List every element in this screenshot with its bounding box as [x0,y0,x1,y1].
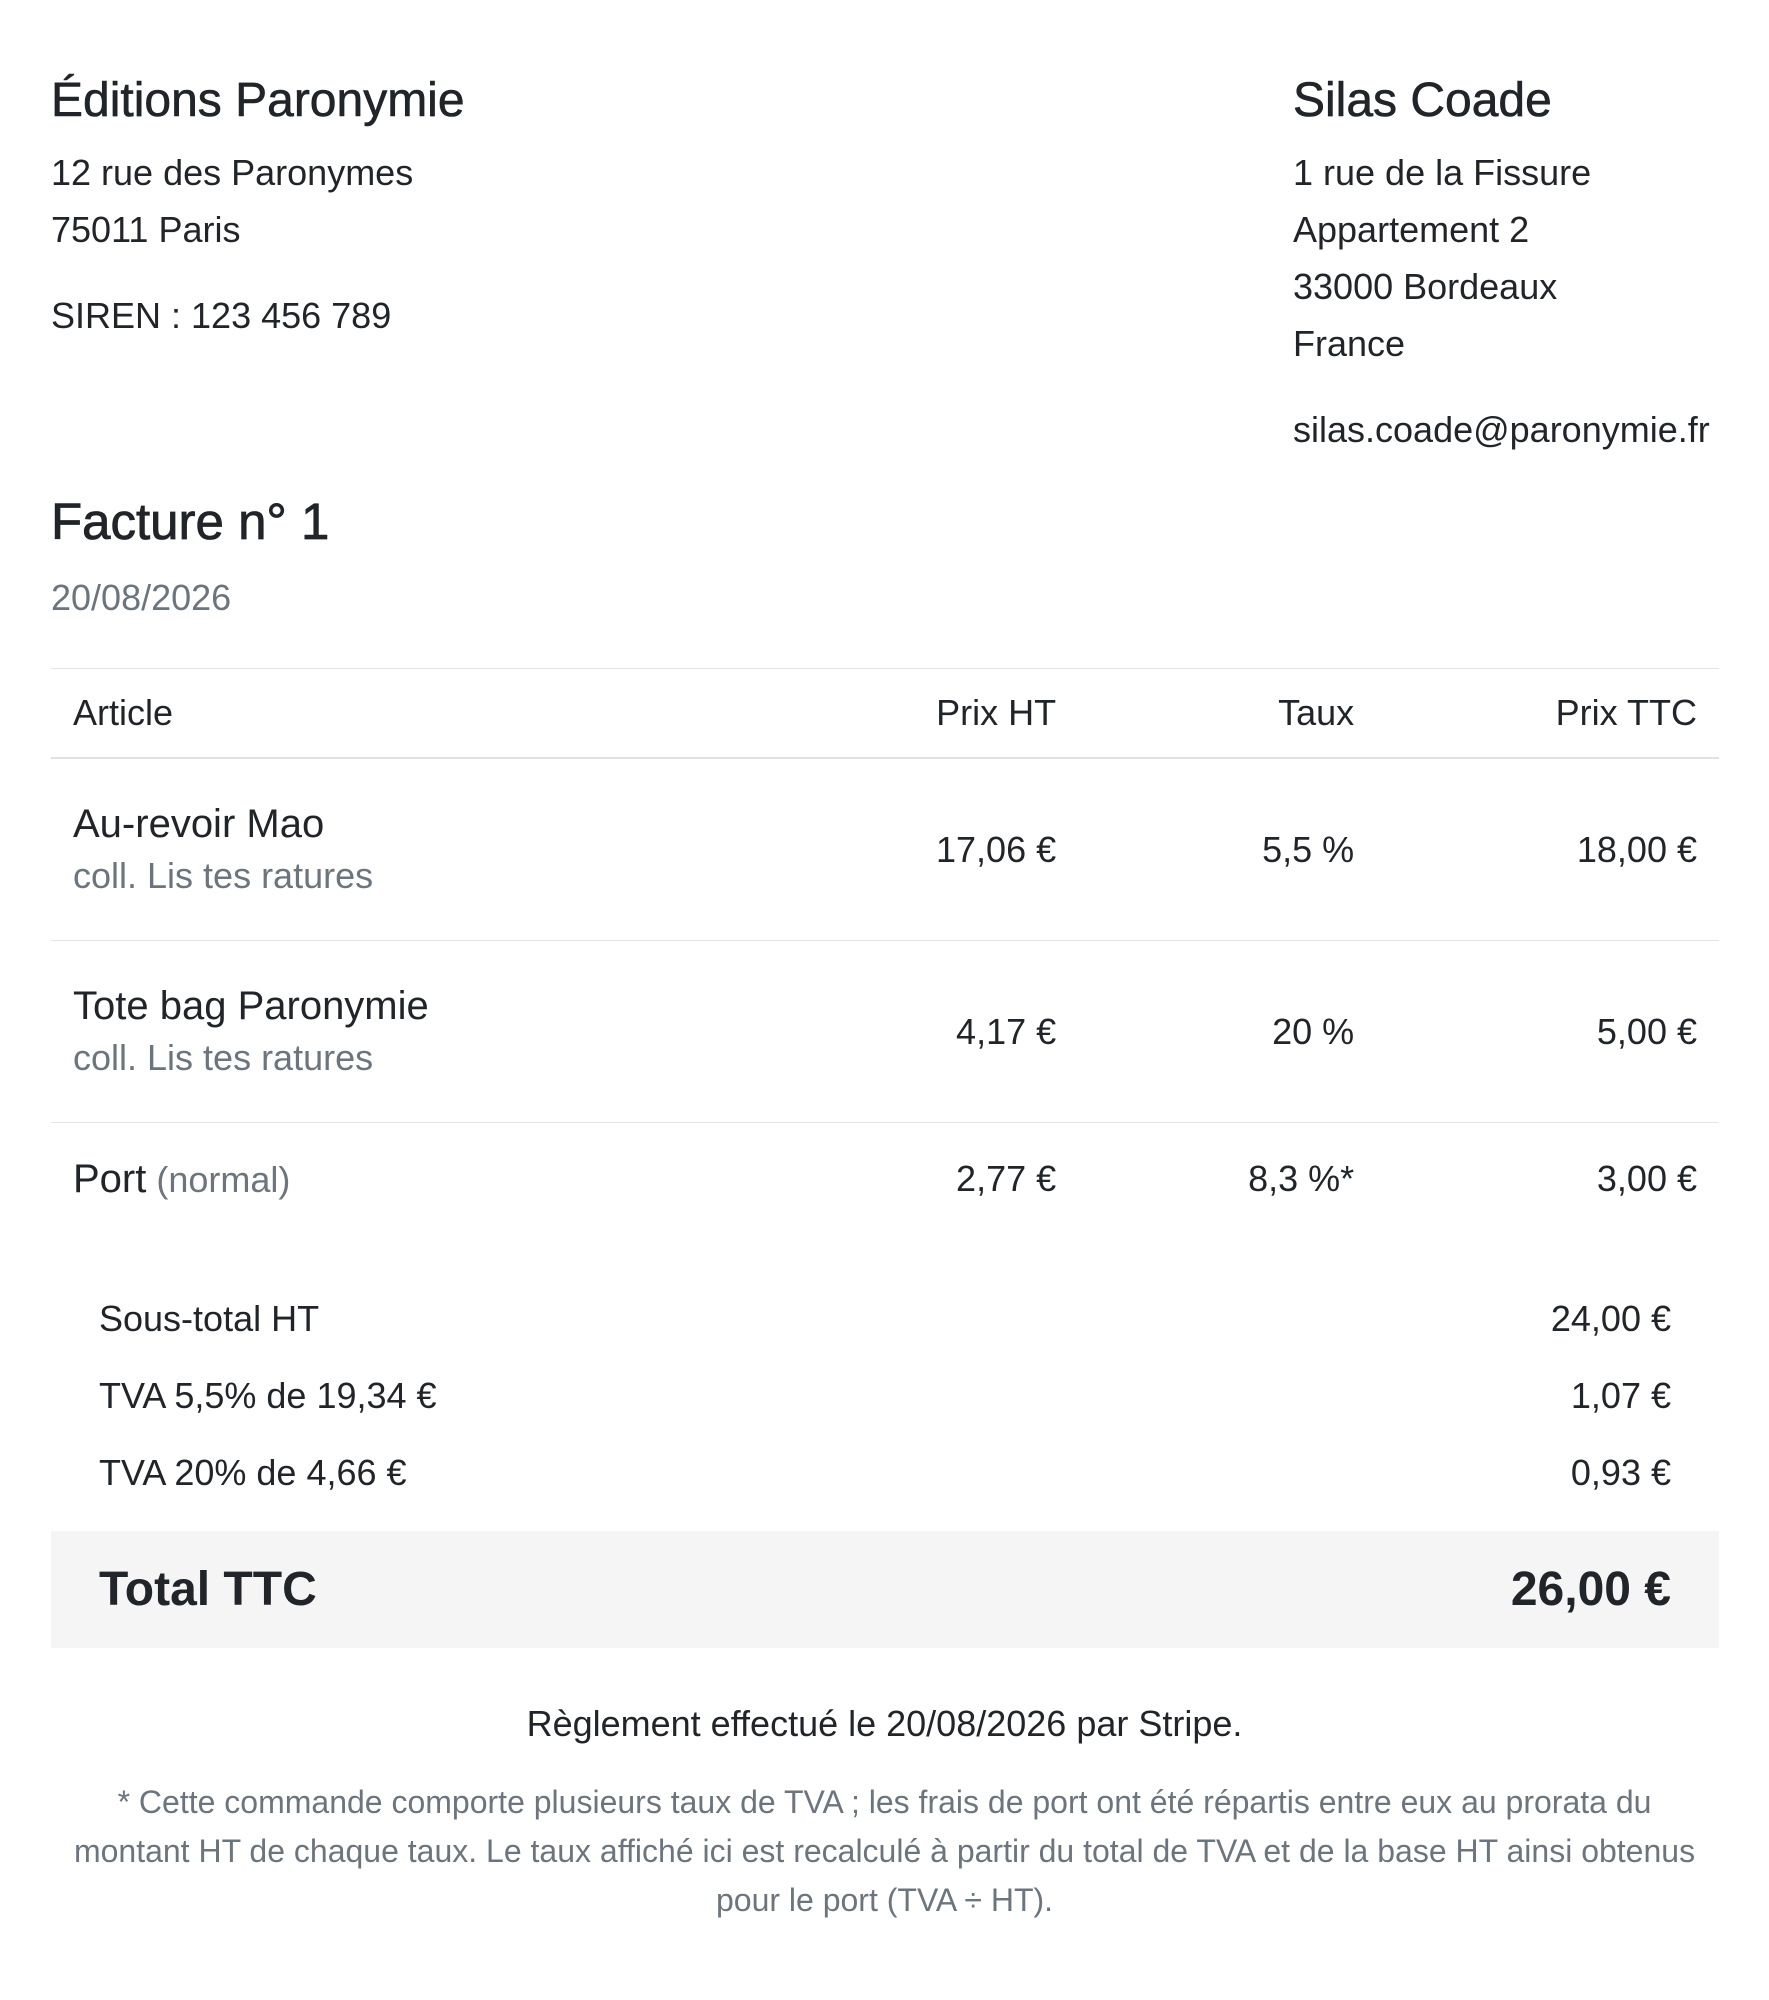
article-collection: coll. Lis tes ratures [73,854,374,896]
grand-total-label: Total TTC [99,1563,317,1616]
price-ht-cell: 4,17 € [773,941,1078,1123]
subtotal-label: Sous-total HT [99,1298,320,1339]
price-ht-cell: 17,06 € [773,758,1078,941]
header-price-ht: Prix HT [773,669,1078,759]
vat-row [51,1434,1719,1511]
shipping-price-ttc: 3,00 € [1376,1123,1719,1235]
price-ttc-cell: 5,00 € [1376,941,1719,1123]
seller-siren: SIREN : 123 456 789 [51,295,392,336]
payment-info: Règlement effectué le 20/08/2026 par Stripe. [526,1703,1243,1744]
seller-block [51,70,465,344]
price-ttc-cell: 18,00 € [1376,758,1719,941]
totals-block [51,1280,1719,1511]
rate-cell: 20 % [1078,941,1376,1123]
grand-total-value: 26,00 € [1510,1563,1671,1616]
buyer-block [1293,70,1710,458]
vat-value: 1,07 € [1570,1375,1671,1416]
shipping-label: Port [73,1156,147,1201]
subtotal-value: 24,00 € [1550,1298,1671,1339]
table-header-row [51,669,1719,759]
article-cell [51,758,773,941]
article-cell [51,941,773,1123]
buyer-name: Silas Coade [1293,74,1552,127]
buyer-address-line3: 33000 Bordeaux [1293,266,1558,307]
article-title: Tote bag Paronymie [73,983,429,1028]
invoice-date: 20/08/2026 [51,577,232,618]
shipping-price-ht: 2,77 € [773,1123,1078,1235]
article-collection: coll. Lis tes ratures [73,1036,374,1078]
shipping-cell [51,1123,773,1235]
header-rate: Taux [1078,669,1376,759]
article-title: Au-revoir Mao [73,801,325,846]
shipping-row [51,1123,1719,1235]
subtotal-row [51,1280,1719,1357]
vat-footnote: * Cette commande comporte plusieurs taux de TVA ; les frais de port ont été répartis entre eux au prorata du montant HT de chaque taux. Le taux affiché ici est recalculé à partir du total de TVA et de la base HT ainsi obtenus pour le port (TVA ÷ HT). [73,1784,1696,1918]
seller-name: Éditions Paronymie [51,74,465,127]
buyer-country: France [1293,323,1406,364]
buyer-email: silas.coade@paronymie.fr [1293,409,1710,450]
items-table [51,668,1719,1234]
table-row [51,941,1719,1123]
shipping-mode: (normal) [156,1158,291,1200]
grand-total-row [51,1531,1719,1648]
vat-label: TVA 5,5% de 19,34 € [99,1375,437,1416]
rate-cell: 5,5 % [1078,758,1376,941]
buyer-address-line1: 1 rue de la Fissure [1293,152,1592,193]
vat-label: TVA 20% de 4,66 € [99,1452,407,1493]
vat-value: 0,93 € [1570,1452,1671,1493]
shipping-rate: 8,3 %* [1078,1123,1376,1235]
invoice-title: Facture n° 1 [51,493,330,550]
seller-address-line2: 75011 Paris [51,209,241,250]
header-price-ttc: Prix TTC [1376,669,1719,759]
buyer-address-line2: Appartement 2 [1293,209,1530,250]
seller-address-line1: 12 rue des Paronymes [51,152,414,193]
vat-row [51,1357,1719,1434]
table-row [51,758,1719,941]
header-article: Article [51,669,773,759]
